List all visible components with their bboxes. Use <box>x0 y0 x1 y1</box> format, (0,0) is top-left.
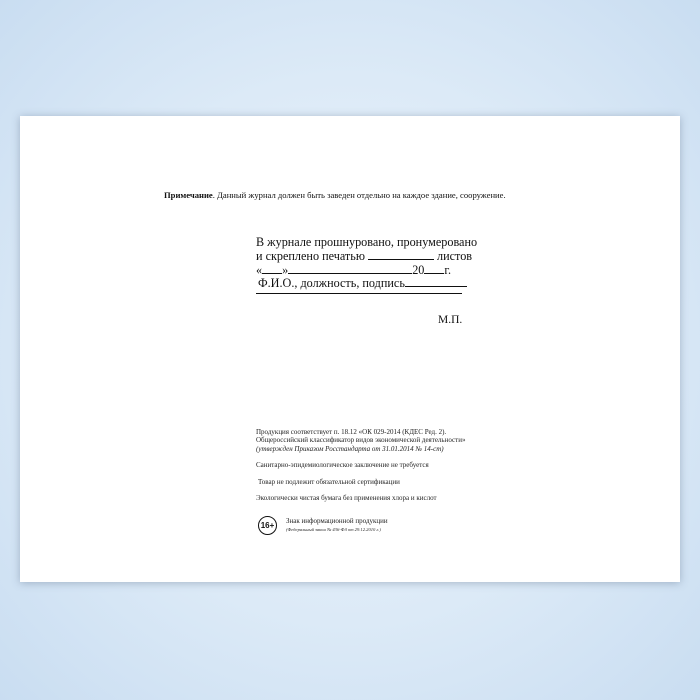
cert-date-line <box>256 263 476 276</box>
year-prefix: 20 <box>412 262 425 277</box>
legal-line-3: (утвержден Приказом Росстандарта от 31.01.2014 № 14-ст) <box>256 444 444 453</box>
stamp-place-label: М.П. <box>438 314 463 326</box>
signature-rule <box>256 293 462 294</box>
journal-page <box>20 116 680 582</box>
note-body: . Данный журнал должен быть заведен отдельно на каждое здание, сооружение. <box>212 190 506 200</box>
info-sign-title: Знак информационной продукции <box>286 517 388 525</box>
note-text <box>164 190 624 200</box>
legal-line-1: Продукция соответствует п. 18.12 «ОК 029-2014 (КДЕС Ред. 2). <box>256 428 447 436</box>
cert-line-1: В журнале прошнуровано, пронумеровано <box>256 235 478 249</box>
info-product-sign <box>286 518 388 533</box>
info-sign-law: (Федеральный закон № 436-ФЗ от 29.12.2010 г.) <box>286 526 381 532</box>
eco-paper-note: Экологически чистая бумага без применения хлора и кислот <box>256 494 437 503</box>
certification-note: Товар не подлежит обязательной сертификации <box>258 477 400 486</box>
cert-signature-line <box>256 276 476 289</box>
sheets-count-blank <box>368 249 434 260</box>
day-blank <box>262 263 282 274</box>
month-blank <box>288 263 412 274</box>
sanitary-note: Санитарно-эпидемиологическое заключение не требуется <box>256 461 429 470</box>
date-close-quote: » <box>282 262 289 277</box>
certification-block <box>256 236 476 294</box>
legal-line-2: Общероссийский классификатор видов экономической деятельности» <box>256 436 466 445</box>
legal-info-block <box>256 428 506 502</box>
cert-sealed-label: и скреплено печатью <box>256 249 365 264</box>
age-rating-icon: 16+ <box>258 516 277 535</box>
signature-label: Ф.И.О., должность, подпись <box>258 276 405 291</box>
note-label: Примечание <box>164 190 213 200</box>
date-open-quote: « <box>256 262 263 277</box>
signature-blank <box>405 276 467 287</box>
cert-sheets-label: листов <box>437 249 473 264</box>
year-suffix: г. <box>444 262 452 277</box>
cert-line-2 <box>256 249 476 262</box>
year-blank <box>424 263 444 274</box>
